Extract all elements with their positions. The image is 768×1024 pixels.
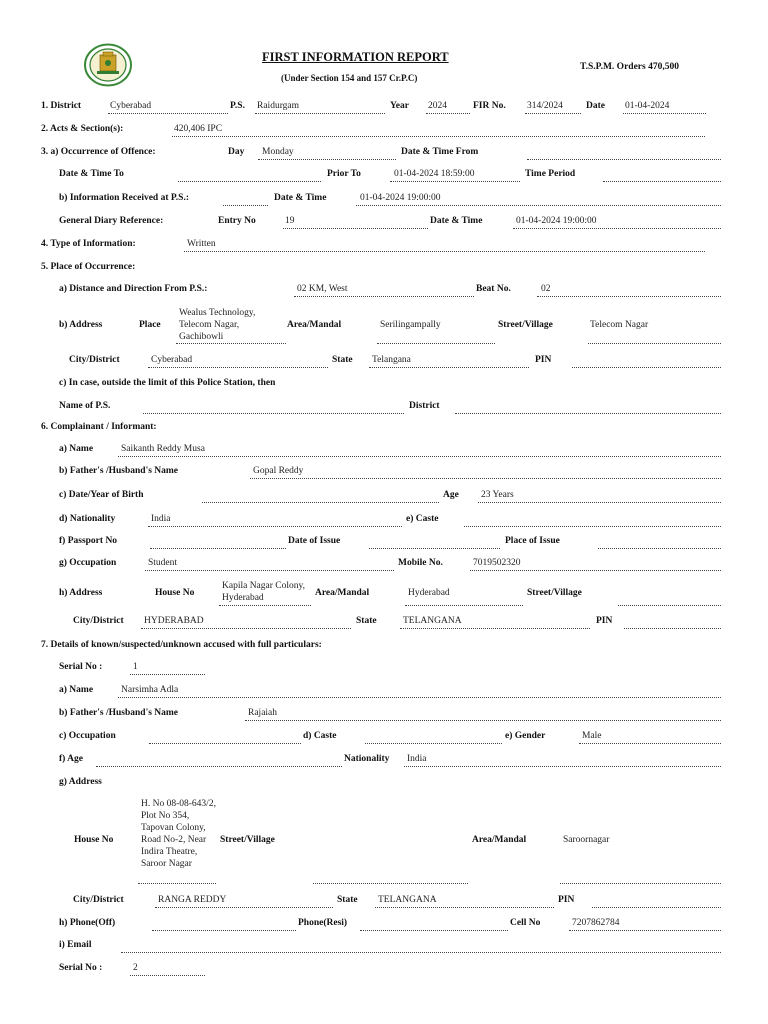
area-mandal-label: Area/Mandal bbox=[287, 320, 342, 330]
outside-district-line bbox=[455, 413, 721, 414]
date-time-to-label: Date & Time To bbox=[59, 169, 124, 179]
distance-label: a) Distance and Direction From P.S.: bbox=[59, 284, 208, 294]
info-datetime-label: Date & Time bbox=[274, 193, 327, 203]
gd-datetime-line bbox=[513, 228, 721, 229]
complainant-area-value: Hyderabad bbox=[408, 588, 450, 598]
street-village-line bbox=[588, 343, 721, 344]
area-mandal-value: Serilingampally bbox=[380, 320, 441, 330]
info-datetime-value: 01-04-2024 19:00:00 bbox=[360, 193, 441, 203]
mobile-label: Mobile No. bbox=[398, 558, 443, 568]
beat-no-line bbox=[537, 296, 721, 297]
place-line bbox=[176, 343, 286, 344]
ps-value: Raidurgam bbox=[257, 101, 300, 111]
city-district-value: Cyberabad bbox=[151, 355, 193, 365]
mobile-value: 7019502320 bbox=[473, 558, 521, 568]
area-mandal-line bbox=[377, 343, 495, 344]
accused-occupation-line bbox=[149, 743, 301, 744]
distance-line bbox=[294, 296, 474, 297]
cell-no-line bbox=[569, 930, 721, 931]
accused-age-label: f) Age bbox=[59, 754, 84, 764]
complainant-age-label: Age bbox=[443, 490, 459, 500]
accused-nationality-value: India bbox=[407, 754, 427, 764]
nationality-label: d) Nationality bbox=[59, 514, 116, 524]
place-of-issue-line bbox=[598, 548, 721, 549]
street-village-label: Street/Village bbox=[498, 320, 553, 330]
entry-no-line bbox=[283, 228, 428, 229]
accused-city-value: RANGA REDDY bbox=[158, 895, 227, 905]
nationality-value: India bbox=[151, 514, 171, 524]
year-line bbox=[426, 113, 470, 114]
accused-area-line bbox=[560, 883, 721, 884]
complainant-father-label: b) Father's /Husband's Name bbox=[59, 466, 179, 476]
name-of-ps-line bbox=[143, 413, 404, 414]
accused-house-label: House No bbox=[74, 835, 114, 845]
accused-nationality-line bbox=[404, 766, 721, 767]
ps-label: P.S. bbox=[230, 101, 245, 111]
occupation-value: Student bbox=[148, 558, 178, 568]
date-time-from-line bbox=[527, 159, 721, 160]
place-value: Wealus Technology, Telecom Nagar, Gachibowli bbox=[179, 308, 256, 342]
accused-name-label: a) Name bbox=[59, 685, 94, 695]
complainant-house-value: Kapila Nagar Colony, Hyderabad bbox=[222, 581, 306, 603]
district-value: Cyberabad bbox=[110, 101, 152, 111]
date-of-issue-label: Date of Issue bbox=[288, 536, 341, 546]
accused-street-line bbox=[313, 883, 468, 884]
serial-no-2-line bbox=[130, 975, 205, 976]
phone-resi-line bbox=[360, 930, 508, 931]
accused-city-label: City/District bbox=[73, 895, 124, 905]
complainant-pin-line bbox=[624, 628, 721, 629]
distance-value: 02 KM, West bbox=[297, 284, 348, 294]
entry-no-label: Entry No bbox=[218, 216, 256, 226]
report-title: FIRST INFORMATION REPORT bbox=[262, 50, 449, 64]
complainant-street-line bbox=[618, 605, 721, 606]
dob-label: c) Date/Year of Birth bbox=[59, 490, 144, 500]
complainant-state-label: State bbox=[356, 616, 377, 626]
accused-caste-line bbox=[365, 743, 502, 744]
accused-state-label: State bbox=[337, 895, 358, 905]
year-value: 2024 bbox=[428, 101, 447, 111]
accused-street-label: Street/Village bbox=[220, 835, 275, 845]
beat-no-value: 02 bbox=[541, 284, 551, 294]
accused-state-value: TELANGANA bbox=[378, 895, 437, 905]
prior-to-line bbox=[390, 181, 520, 182]
accused-occupation-label: c) Occupation bbox=[59, 731, 116, 741]
pin-line bbox=[572, 367, 721, 368]
accused-city-line bbox=[155, 907, 333, 908]
gd-datetime-value: 01-04-2024 19:00:00 bbox=[516, 216, 597, 226]
pin-label: PIN bbox=[535, 355, 552, 365]
outside-district-label: District bbox=[409, 401, 440, 411]
accused-age-line bbox=[96, 766, 342, 767]
place-label: Place bbox=[139, 320, 161, 330]
accused-name-line bbox=[118, 697, 721, 698]
serial-no-2-value: 2 bbox=[133, 963, 138, 973]
year-label: Year bbox=[390, 101, 409, 111]
complainant-age-line bbox=[478, 502, 721, 503]
day-value: Monday bbox=[262, 147, 294, 157]
complainant-father-line bbox=[250, 478, 721, 479]
cell-no-label: Cell No bbox=[510, 918, 541, 928]
complainant-name-label: a) Name bbox=[59, 444, 94, 454]
complainant-house-line bbox=[219, 605, 311, 606]
time-period-line bbox=[603, 181, 721, 182]
state-label: State bbox=[332, 355, 353, 365]
complainant-area-line bbox=[405, 605, 523, 606]
complainant-pin-label: PIN bbox=[596, 616, 613, 626]
acts-value: 420,406 IPC bbox=[174, 124, 223, 134]
fir-label: FIR No. bbox=[473, 101, 506, 111]
complainant-name-value: Saikanth Reddy Musa bbox=[121, 444, 205, 454]
accused-father-line bbox=[245, 720, 721, 721]
email-line bbox=[121, 952, 721, 953]
serial-no-value: 1 bbox=[133, 662, 138, 672]
outside-limit-label: c) In case, outside the limit of this Police Station, then bbox=[59, 378, 276, 388]
serial-no-2-label: Serial No : bbox=[59, 963, 103, 973]
mobile-line bbox=[470, 570, 721, 571]
prior-to-label: Prior To bbox=[327, 169, 361, 179]
accused-state-line bbox=[375, 907, 554, 908]
gender-label: e) Gender bbox=[505, 731, 546, 741]
address-label: b) Address bbox=[59, 320, 103, 330]
accused-details-label: 7. Details of known/suspected/unknown accused with full particulars: bbox=[41, 640, 322, 650]
email-label: i) Email bbox=[59, 940, 92, 950]
date-time-from-label: Date & Time From bbox=[401, 147, 479, 157]
accused-address-label: g) Address bbox=[59, 777, 102, 787]
street-village-value: Telecom Nagar bbox=[590, 320, 649, 330]
city-district-line bbox=[148, 367, 328, 368]
fir-value: 314/2024 bbox=[527, 101, 563, 111]
dob-line bbox=[202, 502, 439, 503]
date-line bbox=[623, 113, 706, 114]
serial-no-line bbox=[130, 674, 205, 675]
day-line bbox=[258, 159, 396, 160]
prior-to-value: 01-04-2024 18:59:00 bbox=[394, 169, 475, 179]
serial-no-label: Serial No : bbox=[59, 662, 103, 672]
state-value: Telangana bbox=[372, 355, 411, 365]
date-of-issue-line bbox=[369, 548, 500, 549]
gender-line bbox=[579, 743, 721, 744]
phone-off-label: h) Phone(Off) bbox=[59, 918, 116, 928]
acts-line bbox=[172, 136, 705, 137]
district-line bbox=[108, 113, 228, 114]
complainant-city-value: HYDERABAD bbox=[144, 616, 204, 626]
accused-house-value: H. No 08-08-643/2, Plot No 354, Tapovan Colony, Road No-2, Near Indira Theatre, Saroor Nagar bbox=[141, 799, 216, 869]
orders-reference: T.S.P.M. Orders 470,500 bbox=[580, 62, 679, 72]
info-type-label: 4. Type of Information: bbox=[41, 239, 136, 249]
phone-resi-label: Phone(Resi) bbox=[298, 918, 348, 928]
complainant-label: 6. Complainant / Informant: bbox=[41, 422, 157, 432]
place-of-occurrence-label: 5. Place of Occurrence: bbox=[41, 262, 136, 272]
accused-name-value: Narsimha Adla bbox=[121, 685, 179, 695]
complainant-city-line bbox=[141, 628, 351, 629]
occupation-line bbox=[145, 570, 394, 571]
accused-pin-line bbox=[592, 907, 721, 908]
accused-area-value: Saroornagar bbox=[563, 835, 610, 845]
accused-pin-label: PIN bbox=[558, 895, 575, 905]
info-datetime-line bbox=[356, 205, 721, 206]
day-label: Day bbox=[228, 147, 245, 157]
complainant-street-label: Street/Village bbox=[527, 588, 582, 598]
occurrence-label: 3. a) Occurrence of Offence: bbox=[41, 147, 156, 157]
accused-caste-label: d) Caste bbox=[303, 731, 337, 741]
gd-reference-label: General Diary Reference: bbox=[59, 216, 164, 226]
beat-no-label: Beat No. bbox=[476, 284, 511, 294]
complainant-name-line bbox=[118, 456, 721, 457]
occupation-label: g) Occupation bbox=[59, 558, 117, 568]
date-time-to-line bbox=[178, 181, 321, 182]
info-type-line bbox=[184, 251, 705, 252]
cell-no-value: 7207862784 bbox=[572, 918, 620, 928]
nationality-line bbox=[148, 526, 402, 527]
passport-line bbox=[150, 548, 286, 549]
name-of-ps-label: Name of P.S. bbox=[59, 401, 111, 411]
district-label: 1. District bbox=[41, 101, 82, 111]
fir-line bbox=[525, 113, 581, 114]
accused-nationality-label: Nationality bbox=[344, 754, 390, 764]
accused-father-value: Rajaiah bbox=[248, 708, 278, 718]
passport-label: f) Passport No bbox=[59, 536, 118, 546]
phone-off-line bbox=[152, 930, 296, 931]
complainant-state-line bbox=[400, 628, 590, 629]
complainant-house-label: House No bbox=[155, 588, 195, 598]
telangana-emblem-icon bbox=[83, 43, 133, 87]
caste-line bbox=[464, 526, 721, 527]
info-received-label: b) Information Received at P.S.: bbox=[59, 193, 189, 203]
info-received-line bbox=[223, 205, 268, 206]
complainant-age-value: 23 Years bbox=[481, 490, 514, 500]
city-district-label: City/District bbox=[69, 355, 120, 365]
complainant-father-value: Gopal Reddy bbox=[253, 466, 304, 476]
accused-father-label: b) Father's /Husband's Name bbox=[59, 708, 179, 718]
place-of-issue-label: Place of Issue bbox=[505, 536, 560, 546]
accused-house-line bbox=[138, 883, 216, 884]
gender-value: Male bbox=[582, 731, 602, 741]
report-subtitle: (Under Section 154 and 157 Cr.P.C) bbox=[281, 73, 418, 83]
entry-no-value: 19 bbox=[285, 216, 295, 226]
state-line bbox=[369, 367, 529, 368]
time-period-label: Time Period bbox=[525, 169, 576, 179]
gd-datetime-label: Date & Time bbox=[430, 216, 483, 226]
accused-area-label: Area/Mandal bbox=[472, 835, 527, 845]
complainant-area-label: Area/Mandal bbox=[315, 588, 370, 598]
complainant-city-label: City/District bbox=[73, 616, 124, 626]
complainant-state-value: TELANGANA bbox=[403, 616, 462, 626]
ps-line bbox=[255, 113, 385, 114]
info-type-value: Written bbox=[187, 239, 216, 249]
date-value: 01-04-2024 bbox=[625, 101, 670, 111]
caste-label: e) Caste bbox=[406, 514, 439, 524]
date-label: Date bbox=[586, 101, 605, 111]
complainant-address-label: h) Address bbox=[59, 588, 103, 598]
acts-label: 2. Acts & Section(s): bbox=[41, 124, 124, 134]
